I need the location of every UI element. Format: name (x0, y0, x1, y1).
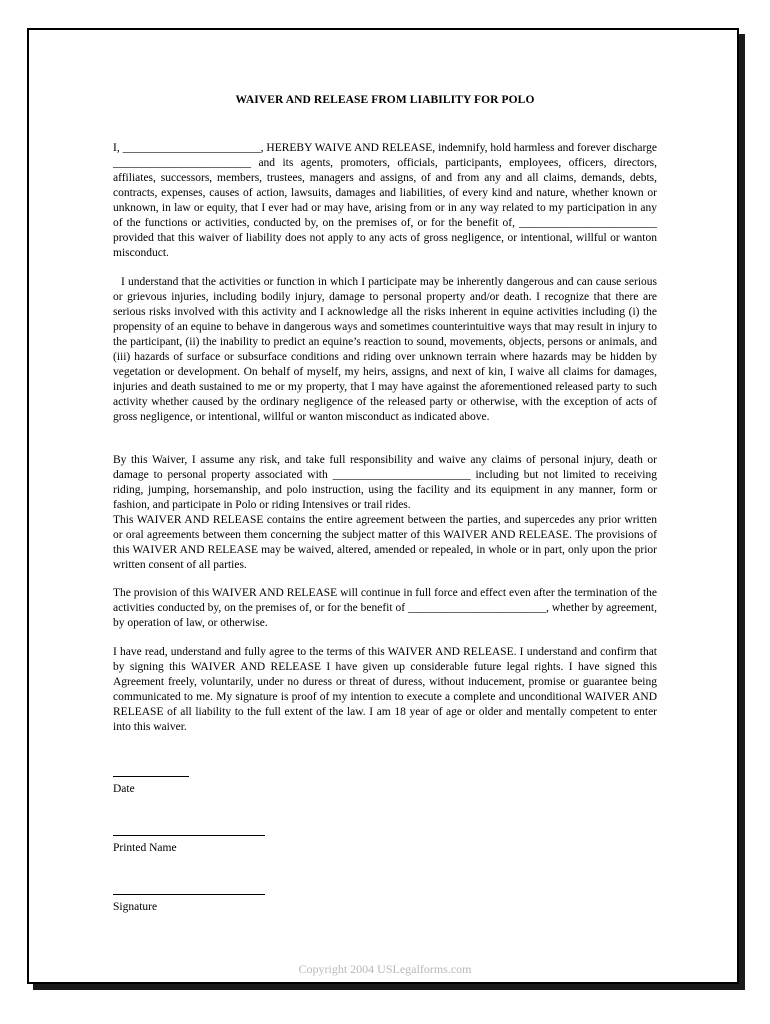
signature-field (113, 894, 265, 915)
acknowledgement-paragraph: I have read, understand and fully agree to the terms of this WAIVER AND RELEASE. I understand and confirm that by signing this WAIVER AND RELEASE I have given up considerable future legal rights. I have signed this Agreement freely, voluntarily, under no duress or threat of duress, without inducement, promise or guarantee being communicated to me. My signature is proof of my intention to execute a complete and unconditional WAIVER AND RELEASE of all liability to the full extent of the law. I am 18 year of age or older and mentally competent to enter into this waiver. (113, 646, 657, 733)
waiver-paragraph-1: I, ________________________, HEREBY WAIVE AND RELEASE, indemnify, hold harmless and forever discharge ________________________ and its agents, promoters, officials, participants, employees, officers, directors, affiliates, successors, members, trustees, managers and assigns, of and from any and all claims, demands, debts, contracts, expenses, causes of action, lawsuits, damages and liabilities, of every kind and nature, whether known or unknown, in law or equity, that I ever had or may have, arising from or in any way related to my participation in any of the functions or activities, conducted by, on the premises of, or for the benefit of, ________________________ provided that this waiver of liability does not apply to any acts of gross negligence, or intentional, willful or wanton misconduct. (113, 142, 657, 259)
printed-name-field (113, 835, 265, 856)
date-label: Date (113, 783, 135, 795)
signature-line[interactable] (113, 894, 265, 895)
printed-name-label: Printed Name (113, 842, 177, 854)
date-field (113, 776, 189, 797)
assumption-of-risk-paragraph: By this Waiver, I assume any risk, and take full responsibility and waive any claims of personal injury, death or damage to personal property associated with ________________________ including but not limited to receiving riding, jumping, horsemanship, and polo instruction, using the facility and its equipment in any manner, form or fashion, and participate in Polo or riding Intensives or trail rides. (113, 454, 657, 511)
signature-label: Signature (113, 901, 158, 913)
risk-acknowledgement-paragraph: I understand that the activities or function in which I participate may be inherently dangerous and can cause serious or grievous injuries, including bodily injury, damage to personal property and/or death. I recognize that there are serious risks involved with this activity and I acknowledge all the risks inherent in equine activities including (i) the propensity of an equine to behave in dangerous ways and sometimes counterintuitive ways that may result in injury to the participant, (ii) the inability to predict an equine’s reaction to sound, movements, objects, persons or animals, and (iii) hazards of surface or subsurface conditions and riding over unknown terrain where hazards may be hidden by vegetation or development. On behalf of myself, my heirs, assigns, and next of kin, I waive all claims for damages, injuries and death sustained to me or my property, that I may have against the aforementioned released party to such activity whether caused by the ordinary negligence of the released party or otherwise, with the exception of acts of gross negligence, or intentional, willful or wanton misconduct as indicated above. (113, 276, 657, 423)
printed-name-line[interactable] (113, 835, 265, 836)
copyright-footer: Copyright 2004 USLegalforms.com (298, 962, 472, 976)
document-title: WAIVER AND RELEASE FROM LIABILITY FOR POLO (235, 94, 535, 106)
date-line[interactable] (113, 776, 189, 777)
continuation-paragraph: The provision of this WAIVER AND RELEASE will continue in full force and effect even after the termination of the activities conducted by, on the premises of, or for the benefit of ________________________, whether by agreement, by operation of law, or otherwise. (113, 587, 657, 629)
entire-agreement-paragraph: This WAIVER AND RELEASE contains the entire agreement between the parties, and supercedes any prior written or oral agreements between them concerning the subject matter of this WAIVER AND RELEASE. The provisions of this WAIVER AND RELEASE may be waived, altered, amended or repealed, in whole or in part, only upon the prior written consent of all parties. (113, 514, 657, 571)
assumption-and-agreement-section (113, 453, 657, 573)
